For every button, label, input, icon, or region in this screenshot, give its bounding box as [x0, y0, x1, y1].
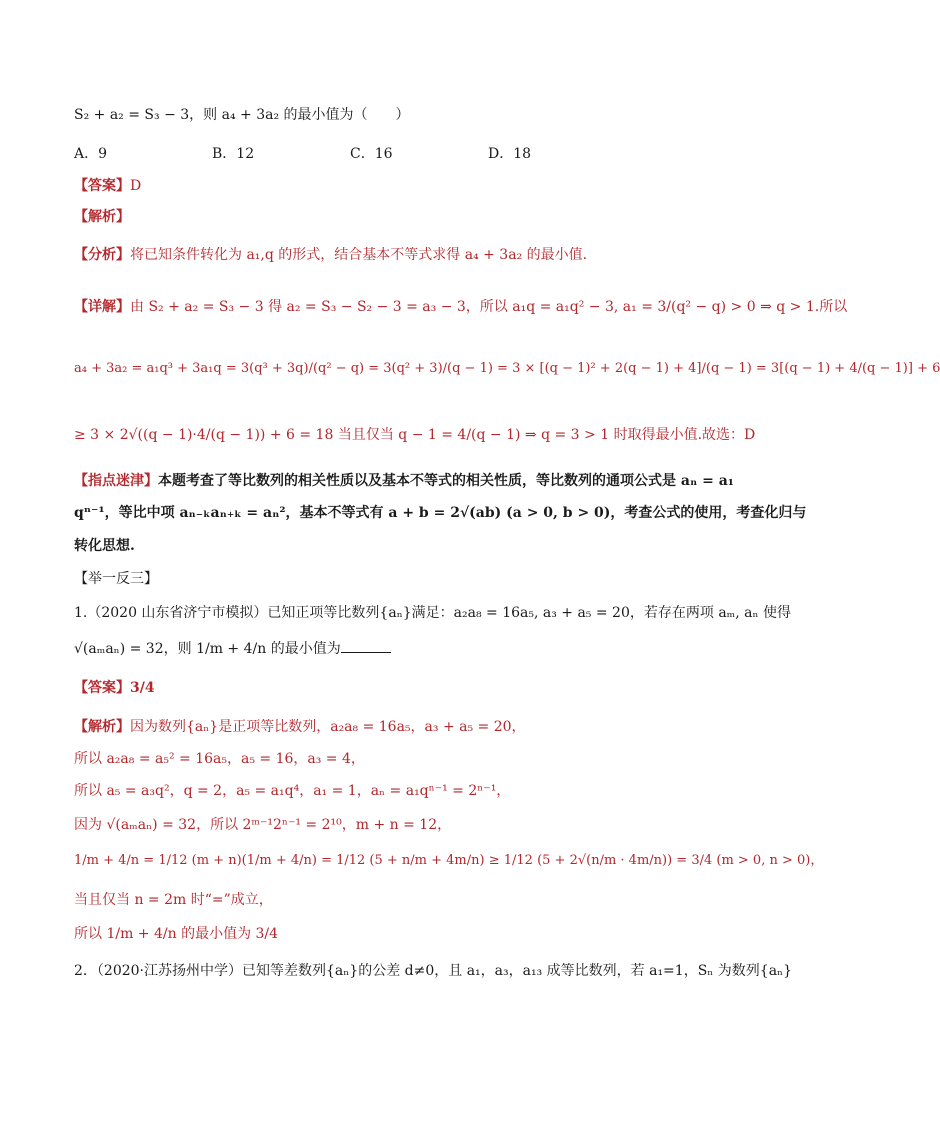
q1-solution-line-2: 所以 a₂a₈ = a₅² = 16a₅，a₅ = 16，a₃ = 4，: [74, 751, 365, 767]
xiangjie-line-1: 【详解】由 S₂ + a₂ = S₃ − 3 得 a₂ = S₃ − S₂ − 3 = a₃ − 3，所以 a₁q = a₁q² − 3, a₁ = 3/(q² − q) > 0 ⇒ q > 1.所以: [74, 299, 848, 315]
option-c: C．16: [350, 146, 393, 162]
q1-line-2: √(aₘaₙ) = 32，则 1/m + 4/n 的最小值为: [74, 638, 724, 660]
q2-line-1: 2．（2020·江苏扬州中学）已知等差数列{aₙ}的公差 d≠0，且 a₁，a₃，a₁₃ 成等比数列，若 a₁=1，Sₙ 为数列{aₙ}: [74, 963, 793, 979]
xiangjie-line-3: ≥ 3 × 2√((q − 1)·4/(q − 1)) + 6 = 18 当且仅当 q − 1 = 4/(q − 1) ⇒ q = 3 > 1 时取得最小值.故选：D: [74, 427, 756, 443]
answer-tag: 【答案】: [74, 178, 130, 194]
fenxi-line: 【分析】将已知条件转化为 a₁,q 的形式，结合基本不等式求得 a₄ + 3a₂ 的最小值.: [74, 247, 588, 263]
xiangjie-line-2: a₄ + 3a₂ = a₁q³ + 3a₁q = 3(q³ + 3q)/(q² − q) = 3(q² + 3)/(q − 1) = 3 × [(q − 1)² + 2(q − 1) + 4]/(q − 1) = 3[(q − 1) + 4/(q − 1)] + 6: [74, 361, 940, 376]
tips-line-3: 转化思想.: [74, 538, 135, 554]
answer-blank: [341, 638, 391, 653]
analysis-heading: 【解析】: [74, 209, 130, 225]
options-row: [74, 143, 724, 165]
option-d: D．18: [488, 146, 532, 162]
question-stem: S₂ + a₂ = S₃ − 3，则 a₄ + 3a₂ 的最小值为（ ）: [74, 107, 410, 123]
q1-line-1: 1.（2020 山东省济宁市模拟）已知正项等比数列{aₙ}满足：a₂a₈ = 16a₅, a₃ + a₅ = 20，若存在两项 aₘ, aₙ 使得: [74, 605, 792, 621]
q1-solution-line-7: 所以 1/m + 4/n 的最小值为 3/4: [74, 926, 279, 942]
section-heading: 【举一反三】: [74, 571, 158, 587]
fenxi-text: 将已知条件转化为 a₁,q 的形式，结合基本不等式求得 a₄ + 3a₂ 的最小值.: [130, 247, 588, 263]
answer-value: D: [130, 178, 142, 194]
tips-line-1: 【指点迷津】本题考查了等比数列的相关性质以及基本不等式的相关性质，等比数列的通项公式是 aₙ = a₁: [74, 473, 734, 489]
q1-solution-line-1: 【解析】因为数列{aₙ}是正项等比数列，a₂a₈ = 16a₅，a₃ + a₅ = 20，: [74, 719, 526, 735]
q1-solution-line-3: 所以 a₅ = a₃q²，q = 2，a₅ = a₁q⁴，a₁ = 1，aₙ = a₁qⁿ⁻¹ = 2ⁿ⁻¹，: [74, 783, 511, 799]
answer-line: [74, 175, 724, 197]
q1-solution-line-5: 1/m + 4/n = 1/12 (m + n)(1/m + 4/n) = 1/12 (5 + n/m + 4m/n) ≥ 1/12 (5 + 2√(n/m · 4m/n)) = 3/4 (m > 0, n > 0)，: [74, 853, 824, 868]
option-a: A．9: [74, 146, 108, 162]
tips-line-2: qⁿ⁻¹，等比中项 aₙ₋ₖaₙ₊ₖ = aₙ²，基本不等式有 a + b = 2√(ab) (a > 0, b > 0)，考查公式的使用，考查化归与: [74, 505, 807, 521]
q1-solution-line-6: 当且仅当 n = 2m 时“=”成立，: [74, 892, 273, 908]
option-b: B．12: [212, 146, 255, 162]
q1-solution-line-4: 因为 √(aₘaₙ) = 32，所以 2ᵐ⁻¹2ⁿ⁻¹ = 2¹⁰，m + n = 12，: [74, 817, 452, 833]
q1-answer-line: 【答案】3/4: [74, 680, 155, 696]
